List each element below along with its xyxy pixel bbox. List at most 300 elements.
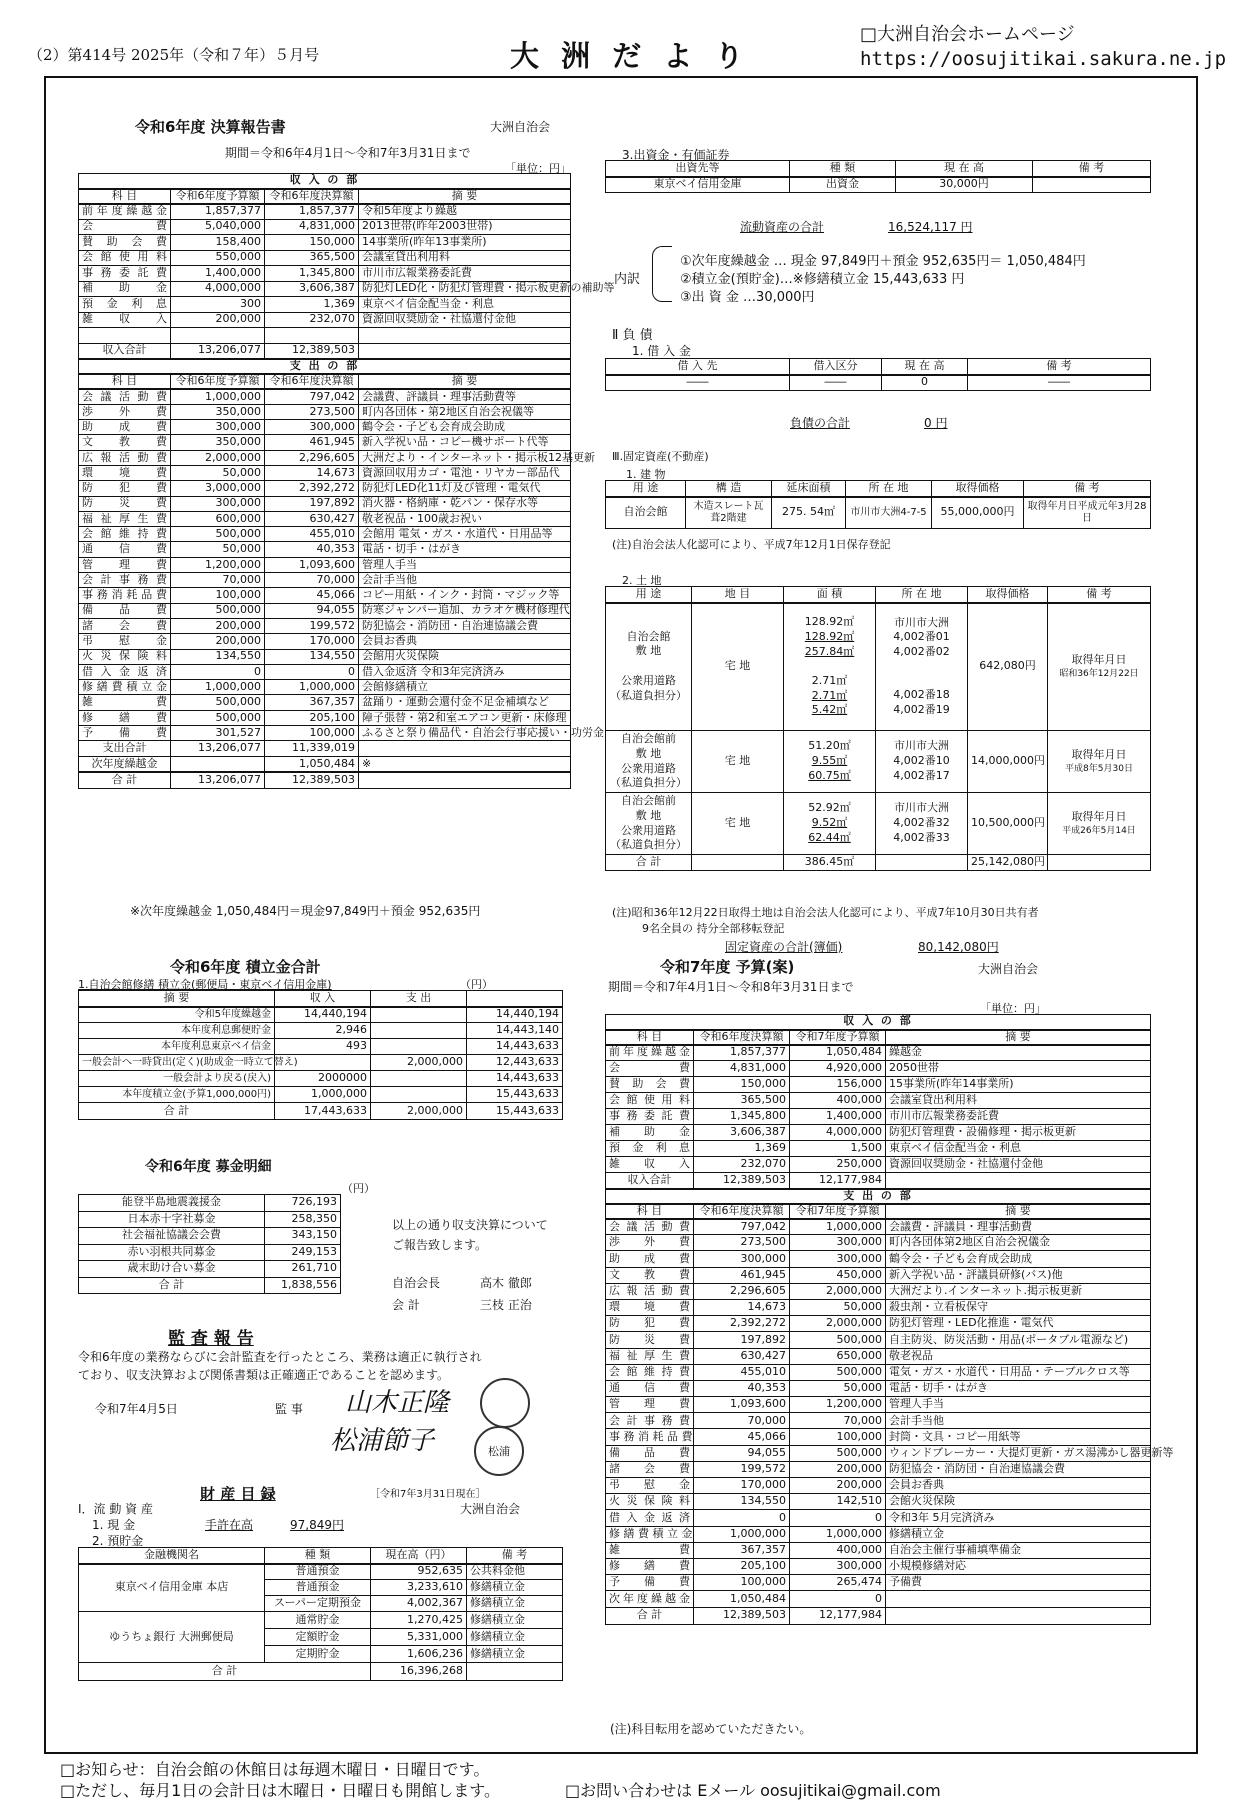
- cell-value: 15事業所(昨年14事業所): [886, 1077, 1151, 1093]
- table-row: [606, 1077, 1151, 1093]
- column-header: 現 在 高: [896, 161, 1033, 177]
- auditor-signature-1: 山木正隆: [345, 1388, 450, 1418]
- cell-value: [1033, 177, 1151, 193]
- table-row: [79, 1071, 563, 1087]
- settle-org: 大洲自治会: [490, 120, 551, 134]
- column-header: 面 積: [784, 587, 876, 603]
- deposit-type: 通常貯金: [265, 1612, 371, 1629]
- table-row: [606, 1251, 1151, 1267]
- column-header: 収 入: [275, 991, 371, 1007]
- assets-title: 財 産 目 録: [200, 1485, 276, 1503]
- cell-value: 防犯協会・消防団・自治連協議会費: [359, 618, 571, 633]
- deposit-type: 定期貯金: [265, 1646, 371, 1663]
- land-note-line: 取得年月日: [1071, 653, 1127, 667]
- table-row: [606, 1478, 1151, 1494]
- row-label: 防 犯 費: [606, 1316, 694, 1332]
- cell: [467, 1663, 563, 1681]
- table-row: [79, 219, 571, 235]
- land-area-line: 128.92㎡: [804, 615, 855, 629]
- land-location-line: 4,002番32: [893, 816, 950, 830]
- table-row: [79, 741, 571, 757]
- donation-table: [78, 1194, 341, 1294]
- budget-table: [605, 1014, 1174, 1625]
- footer-contact[interactable]: □お問い合わせは Eメール oosujitikai@gmail.com: [565, 1781, 941, 1800]
- table-row: [79, 1564, 563, 1580]
- cell-value: ――: [790, 375, 882, 391]
- cell-value: [359, 772, 571, 789]
- row-label: 本年度積立金(予算1,000,000円): [79, 1087, 275, 1103]
- cell-value: 232,070: [694, 1157, 790, 1173]
- column-header: 用 途: [606, 587, 692, 603]
- cell-value: 197,892: [265, 496, 359, 511]
- cell-value: 令和5年度より繰越: [359, 204, 571, 220]
- footer-notice-1: □お知らせ：自治会館の休館日は毎週木曜日・日曜日です。: [60, 1760, 490, 1779]
- land-note-line: 取得年月日: [1071, 748, 1127, 761]
- deposit-note: 修繕積立金: [467, 1612, 563, 1629]
- cell-value: 205,100: [265, 710, 359, 725]
- row-label: ――: [606, 375, 790, 391]
- cell-value: 鶴令会・子ども会育成会助成: [359, 420, 571, 435]
- cell-value: 797,042: [694, 1219, 790, 1235]
- building-table: [605, 480, 1151, 529]
- cell-value: 150,000: [694, 1077, 790, 1093]
- cell-value: 134,550: [171, 649, 265, 664]
- cell-value: 11,339,019: [265, 741, 359, 757]
- land-location-line: 4,002番17: [893, 768, 950, 782]
- row-label: 弔 慰 金: [606, 1478, 694, 1494]
- deposit-note: 公共料金他: [467, 1564, 563, 1580]
- budget-title: 令和7年度 予算(案): [660, 958, 795, 976]
- land-area-line: 128.92㎡: [804, 630, 855, 644]
- cell-value: [886, 1173, 1151, 1189]
- cell-value: 町内各団体・第2地区自治会祝儀等: [359, 404, 571, 419]
- table-row: [79, 465, 571, 480]
- column-header: 備 考: [1024, 481, 1151, 497]
- column-header: 科 目: [606, 1030, 694, 1045]
- footer-notice-2: □ただし、毎月1日の会計日は木曜日・日曜日も開館します。: [60, 1781, 501, 1800]
- cell-value: [371, 1023, 467, 1039]
- column-header: 借 入 先: [606, 359, 790, 375]
- row-label: 修 繕 費 積 立 金: [606, 1526, 694, 1542]
- row-label: 社会福祉協議会会費: [79, 1228, 265, 1245]
- row-label: 通 信 費: [606, 1380, 694, 1396]
- cell-value: 55,000,000円: [932, 497, 1024, 529]
- breakdown-label: 内訳: [614, 272, 641, 287]
- sig1-role: 自治会長: [392, 1276, 441, 1290]
- cell-value: 3,000,000: [171, 481, 265, 496]
- land-area: [784, 793, 876, 855]
- cell-value: [359, 741, 571, 757]
- table-row: [79, 281, 571, 297]
- table-row: [79, 1039, 563, 1055]
- table-row: [606, 1173, 1151, 1189]
- column-header-row: [606, 359, 1151, 375]
- homepage-url[interactable]: https://oosujitikai.sakura.ne.jp: [860, 48, 1227, 70]
- fixed-sub-1: 1. 建 物: [626, 468, 666, 481]
- land-location: [876, 731, 968, 793]
- cell-value: 500,000: [171, 527, 265, 542]
- row-label: 会 議 活 動 費: [79, 389, 171, 404]
- cell-value: 12,389,503: [265, 343, 359, 359]
- cell-value: 電気・ガス・水道代・日用品・テーブルクロス等: [886, 1364, 1151, 1380]
- cell-value: 2,946: [275, 1023, 371, 1039]
- cell-value: [886, 1607, 1151, 1624]
- land-price: 14,000,000円: [968, 731, 1048, 793]
- cell-value: 12,177,984: [790, 1173, 886, 1189]
- donation-title: 令和6年度 募金明細: [145, 1159, 272, 1175]
- land-note-line: 平成8年5月30日: [1065, 763, 1133, 774]
- column-header: 所 在 地: [846, 481, 932, 497]
- table-row: [79, 527, 571, 542]
- row-label: 借 入 金 返 済: [79, 664, 171, 679]
- cell-value: 1,857,377: [265, 204, 359, 220]
- investment-table: [605, 160, 1151, 193]
- cell-value: 300,000: [171, 496, 265, 511]
- cell-value: 1,000,000: [275, 1087, 371, 1103]
- cell-value: 200,000: [171, 618, 265, 633]
- row-label: 管 理 費: [79, 557, 171, 572]
- cell-value: 3,606,387: [265, 281, 359, 297]
- cell-value: 265,474: [790, 1575, 886, 1591]
- table-row: [79, 1261, 341, 1278]
- cash-label: 1. 現 金: [92, 1518, 136, 1532]
- cell-value: 1,050,484: [265, 756, 359, 772]
- seal-stamp-1: [480, 1378, 530, 1428]
- cell-value: 1,857,377: [171, 204, 265, 220]
- cell-value: 2,000,000: [790, 1283, 886, 1299]
- cell-value: 1,345,800: [265, 266, 359, 282]
- spacer: [609, 659, 688, 674]
- total-row: [79, 1663, 563, 1681]
- section-header-row: [606, 1015, 1151, 1030]
- cell-value: 会計手当他: [886, 1413, 1151, 1429]
- row-label: 会 館 使 用 料: [606, 1093, 694, 1109]
- column-header: 摘 要: [886, 1204, 1151, 1219]
- cell-value: 30,000円: [896, 177, 1033, 193]
- section-header: 支 出 の 部: [606, 1189, 1151, 1204]
- budget-unit: 「単位：円」: [980, 1002, 1046, 1015]
- settle-title: 令和6年度 決算報告書: [135, 118, 286, 136]
- land-location-line: 市川市大洲: [894, 739, 949, 753]
- land-kind: 宅 地: [692, 731, 784, 793]
- land-use: [606, 731, 692, 793]
- table-row: [606, 1558, 1151, 1574]
- cell-value: 200,000: [790, 1461, 886, 1477]
- row-label: 渉 外 費: [606, 1235, 694, 1251]
- column-header: 種 類: [790, 161, 896, 177]
- cell-value: コピー用紙・インク・封筒・マジック等: [359, 588, 571, 603]
- cell-value: 94,055: [694, 1445, 790, 1461]
- land-location-line: 市川市大洲: [894, 615, 949, 629]
- column-header: 取得価格: [968, 587, 1048, 603]
- column-header: 備 考: [467, 1548, 563, 1564]
- row-label: 合 計: [606, 1607, 694, 1624]
- table-row: [606, 1461, 1151, 1477]
- cell-value: 会計手当他: [359, 573, 571, 588]
- cell-value: [359, 328, 571, 344]
- table-row: [79, 557, 571, 572]
- table-row: [79, 266, 571, 282]
- cell-value: 12,177,984: [790, 1607, 886, 1624]
- cell-value: 300: [171, 297, 265, 313]
- liab-total-label: 負債の合計: [790, 416, 851, 430]
- cell-value: 261,710: [265, 1261, 341, 1278]
- cell-value: 14,443,633: [467, 1071, 563, 1087]
- cell-value: 94,055: [265, 603, 359, 618]
- cell-value: 1,050,484: [694, 1591, 790, 1607]
- cell-value: 14事業所(昨年13事業所): [359, 235, 571, 251]
- cell-value: 1,200,000: [790, 1397, 886, 1413]
- row-label: 通 信 費: [79, 542, 171, 557]
- table-row: [606, 1157, 1151, 1173]
- table-row: [79, 634, 571, 649]
- audit-date: 令和7年4月5日: [95, 1402, 178, 1416]
- column-header-row: [606, 1204, 1151, 1219]
- cell-value: 電話・切手・はがき: [359, 542, 571, 557]
- budget-note: (注)科目転用を認めていただきたい。: [610, 1722, 812, 1736]
- cell-value: 市川市大洲4-7-5: [846, 497, 932, 529]
- cell-value: 367,357: [265, 695, 359, 710]
- cell-value: 12,443,633: [467, 1055, 563, 1071]
- section-header: 収 入 の 部: [79, 174, 571, 189]
- column-header: 取得価格: [932, 481, 1024, 497]
- cell-value: 14,673: [694, 1299, 790, 1315]
- cell-value: 170,000: [265, 634, 359, 649]
- row-label: 合 計: [79, 1103, 275, 1120]
- cell-value: 500,000: [790, 1445, 886, 1461]
- row-label: 収入合計: [79, 343, 171, 359]
- cell-value: 50,000: [790, 1299, 886, 1315]
- row-label: 会 館 維 持 費: [606, 1364, 694, 1380]
- land-row: [606, 731, 1151, 793]
- row-label: 前年度繰越金: [606, 1045, 694, 1061]
- cell-value: 会館修繕積立: [359, 680, 571, 695]
- row-label: 賛 助 会 費: [79, 235, 171, 251]
- section-header-row: [79, 174, 571, 189]
- settle-unit: 「単位：円」: [505, 162, 571, 175]
- column-header: 摘 要: [359, 189, 571, 204]
- section-header-row: [606, 1189, 1151, 1204]
- table-row: [79, 496, 571, 511]
- land-area-line: 52.92㎡: [808, 801, 851, 815]
- cell-value: 50,000: [790, 1380, 886, 1396]
- fixed-total: 80,142,080円: [918, 940, 999, 954]
- row-label: 合 計: [606, 855, 692, 871]
- table-row: [79, 481, 571, 496]
- cell-value: 726,193: [265, 1195, 341, 1212]
- cell-value: 1,050,484: [790, 1045, 886, 1061]
- row-label: 日本赤十字社募金: [79, 1211, 265, 1228]
- cell-value: 600,000: [171, 511, 265, 526]
- table-row: [606, 1413, 1151, 1429]
- table-row: [79, 389, 571, 404]
- table-row: [79, 1087, 563, 1103]
- cell-value: 1,000,000: [790, 1219, 886, 1235]
- row-label: 備 品 費: [606, 1445, 694, 1461]
- table-row: [606, 1045, 1151, 1061]
- cell-value: 市川市広報業務委託費: [359, 266, 571, 282]
- cell-value: 199,572: [694, 1461, 790, 1477]
- row-label: 助 成 費: [606, 1251, 694, 1267]
- table-row: [79, 1195, 341, 1212]
- liab-total: 0 円: [924, 416, 948, 430]
- table-row: [79, 695, 571, 710]
- land-kind: 宅 地: [692, 793, 784, 855]
- cell-value: 100,000: [694, 1575, 790, 1591]
- land-use: [606, 603, 692, 731]
- cell-value: 275. 54㎡: [772, 497, 846, 529]
- row-label: 会 館 使 用 料: [79, 250, 171, 266]
- deposit-note: 修繕積立金: [467, 1629, 563, 1646]
- cell-value: 新入学祝い品・コピー機サポート代等: [359, 435, 571, 450]
- column-header: 令和6年度予算額: [171, 189, 265, 204]
- cell-value: 650,000: [790, 1348, 886, 1364]
- row-label: 事 務 消 耗 品 費: [606, 1429, 694, 1445]
- land-use-line: （私道負担分）: [610, 689, 687, 703]
- row-label: 修 繕 費: [79, 710, 171, 725]
- land-note-line: 平成26年5月14日: [1062, 825, 1136, 836]
- table-row: [606, 1397, 1151, 1413]
- bank-name: ゆうちょ銀行 大洲郵便局: [79, 1612, 265, 1663]
- row-label: 預 金 利 息: [79, 297, 171, 313]
- cell-value: 273,500: [265, 404, 359, 419]
- cash-item: 手許在高: [205, 1518, 254, 1532]
- cell-value: 158,400: [171, 235, 265, 251]
- table-row: [79, 680, 571, 695]
- homepage-label: □大洲自治会ホームページ: [860, 24, 1075, 45]
- column-header-row: [606, 161, 1151, 177]
- total-value: 16,396,268: [371, 1663, 467, 1681]
- row-label: 雑 収 入: [606, 1157, 694, 1173]
- cell-value: 2,000,000: [171, 450, 265, 465]
- cell-value: 550,000: [171, 250, 265, 266]
- cell-value: 1,345,800: [694, 1109, 790, 1125]
- table-row: [79, 1277, 341, 1294]
- table-row: [79, 1023, 563, 1039]
- cell-value: 17,443,633: [275, 1103, 371, 1120]
- column-header: 摘 要: [79, 991, 275, 1007]
- cell-value: ウィンドブレーカー・大提灯更新・ガス湯沸かし器更新等: [886, 1445, 1151, 1461]
- cell-value: 2,000,000: [790, 1316, 886, 1332]
- reserve-table: [78, 990, 563, 1120]
- cell-value: 2,392,272: [265, 481, 359, 496]
- cell-value: 令和3年 5月完済済み: [886, 1510, 1151, 1526]
- current-assets-total: 16,524,117 円: [888, 220, 973, 234]
- table-row: [606, 1364, 1151, 1380]
- row-label: 備 品 費: [79, 603, 171, 618]
- cell-value: 14,443,140: [467, 1023, 563, 1039]
- land-location-line: 4,002番01: [893, 630, 950, 644]
- row-label: 事 務 消 耗 品 費: [79, 588, 171, 603]
- land-area-line: 51.20㎡: [808, 739, 851, 753]
- cell-value: 25,142,080円: [968, 855, 1048, 871]
- table-row: [79, 618, 571, 633]
- cell-value: ふるさと祭り備品代・自治会行事応援い・功労金: [359, 726, 571, 741]
- cell-value: 13,206,077: [171, 772, 265, 789]
- table-row: [79, 328, 571, 344]
- liability-table: [605, 358, 1151, 391]
- column-header: 令和6年度決算額: [694, 1204, 790, 1219]
- cell-value: 会員お香典: [886, 1478, 1151, 1494]
- cell-value: 出資金: [790, 177, 896, 193]
- row-label: 防 災 費: [606, 1332, 694, 1348]
- row-label: 賛 助 会 費: [606, 1077, 694, 1093]
- land-price: 10,500,000円: [968, 793, 1048, 855]
- cell-value: 170,000: [694, 1478, 790, 1494]
- land-area-line: 5.42㎡: [811, 703, 848, 717]
- assets-org: 大洲自治会: [460, 1502, 521, 1516]
- row-label: 借 入 金 返 済: [606, 1510, 694, 1526]
- cell-value: 200,000: [171, 634, 265, 649]
- column-header: 現在高（円）: [371, 1548, 467, 1564]
- cell-value: 461,945: [694, 1267, 790, 1283]
- table-row: [79, 1055, 563, 1071]
- row-label: 事 務 委 託 費: [606, 1109, 694, 1125]
- row-label: 文 教 費: [606, 1267, 694, 1283]
- land-area-line: 9.52㎡: [811, 816, 848, 830]
- cell-value: 461,945: [265, 435, 359, 450]
- cell-value: 500,000: [171, 710, 265, 725]
- audit-text-1: 令和6年度の業務ならびに会計監査を行ったところ、業務は適正に執行され: [78, 1350, 482, 1364]
- column-header: 用 途: [606, 481, 686, 497]
- table-row: [79, 573, 571, 588]
- land-use-line: （私道負担分）: [610, 776, 687, 790]
- table-row: [606, 1235, 1151, 1251]
- land-note: [1048, 793, 1151, 855]
- row-label: 文 教 費: [79, 435, 171, 450]
- row-label: 補 助 金: [79, 281, 171, 297]
- deposit-type: 普通預金: [265, 1580, 371, 1596]
- table-row: [79, 1244, 341, 1261]
- cell-value: 300,000: [694, 1251, 790, 1267]
- table-row: [79, 511, 571, 526]
- cell-value: 500,000: [171, 695, 265, 710]
- cell-value: 1,000,000: [790, 1526, 886, 1542]
- row-label: 一般会計へ一時貸出(定く)(助成金一時立て替え): [79, 1055, 275, 1071]
- table-row: [79, 1612, 563, 1629]
- cell-value: 1,093,600: [694, 1397, 790, 1413]
- row-label: 東京ベイ信用金庫: [606, 177, 790, 193]
- column-header: 令和6年度予算額: [171, 374, 265, 389]
- cell-value: 4,920,000: [790, 1061, 886, 1077]
- cell-value: 0: [171, 664, 265, 679]
- cell-value: 繰越金: [886, 1045, 1151, 1061]
- row-label: 収入合計: [606, 1173, 694, 1189]
- row-label: 広 報 活 動 費: [79, 450, 171, 465]
- cell-value: 防犯灯LED化・防犯灯管理費・掲示板更新の補助等: [359, 281, 571, 297]
- table-row: [606, 1429, 1151, 1445]
- cell-value: 木造スレート瓦葺2階建: [686, 497, 772, 529]
- assets-section-1: Ⅰ．流 動 資 産: [78, 1502, 153, 1516]
- cell-value: 1,000,000: [171, 680, 265, 695]
- cell-value: 0: [882, 375, 968, 391]
- cell-value: 14,443,633: [467, 1039, 563, 1055]
- row-label: 会 費: [606, 1061, 694, 1077]
- row-label: 赤い羽根共同募金: [79, 1244, 265, 1261]
- table-row: [79, 450, 571, 465]
- column-header: 科 目: [79, 374, 171, 389]
- cell-value: 管理人手当: [886, 1397, 1151, 1413]
- table-row: [79, 235, 571, 251]
- column-header: 地 目: [692, 587, 784, 603]
- invest-title: 3.出資金・有価証券: [622, 148, 730, 162]
- section-header: 収 入 の 部: [606, 1015, 1151, 1030]
- cell-value: [371, 1071, 467, 1087]
- land-price: 642,080円: [968, 603, 1048, 731]
- table-row: [606, 1316, 1151, 1332]
- deposit-table: [78, 1547, 563, 1681]
- column-header: 令和7年度予算額: [790, 1030, 886, 1045]
